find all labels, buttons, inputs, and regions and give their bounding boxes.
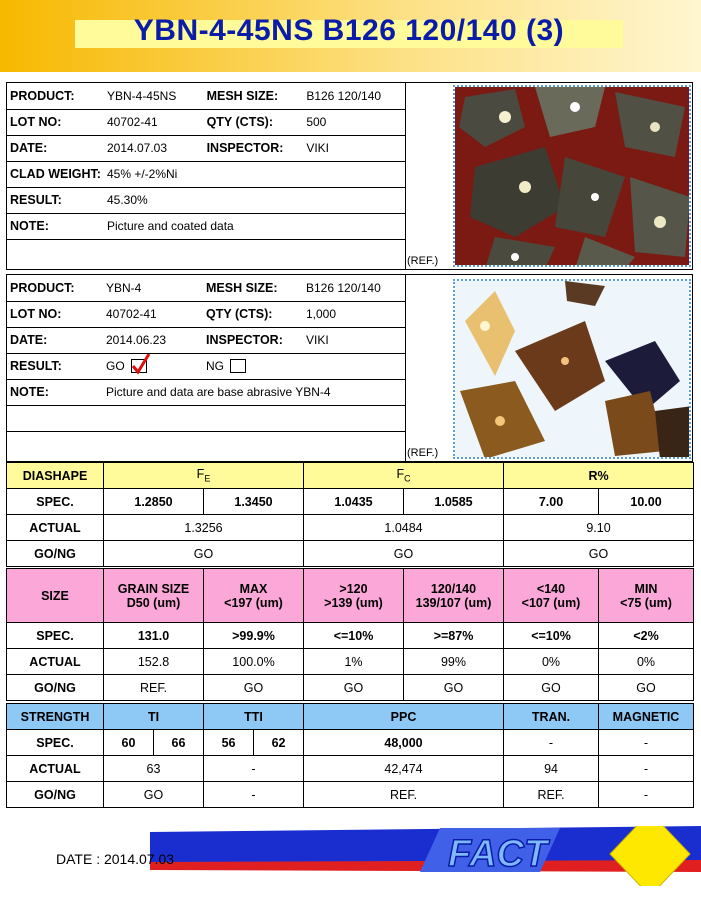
go-label: GO [106,358,125,373]
under-140-header: <140 <107 (um) [504,569,599,623]
note-label: NOTE: [7,213,104,239]
gong-label: GO/NG [7,675,104,701]
go-result [103,353,203,379]
qty-value: 500 [303,109,405,135]
footer-date: DATE : 2014.07.03 [56,851,175,867]
diashape-table [6,462,694,567]
min-header: MIN <75 (um) [599,569,694,623]
tti-gong: - [204,782,304,808]
ti-spec-min: 60 [104,730,154,756]
magnetic-spec: - [599,730,694,756]
blank-row [7,239,405,265]
fe-spec-min: 1.2850 [104,489,204,515]
tran-header: TRAN. [504,704,599,730]
mesh-value: B126 120/140 [303,275,405,301]
spec-label: SPEC. [7,489,104,515]
min-actual: 0% [599,649,694,675]
ppc-header: PPC [304,704,504,730]
ref-label: (REF.) [407,447,439,459]
under-140-gong: GO [504,675,599,701]
base-info-table [7,275,405,457]
120-140-gong: GO [404,675,504,701]
fc-header: $F_C$ [304,463,504,489]
tran-gong: REF. [504,782,599,808]
over-120-header: >120 >139 (um) [304,569,404,623]
actual-label: ACTUAL [7,515,104,541]
fc-actual: 1.0484 [304,515,504,541]
actual-label: ACTUAL [7,756,104,782]
check-mark-icon [131,353,151,375]
r-gong: GO [504,541,694,567]
over-120-spec: <=10% [304,623,404,649]
blank-row [7,431,405,457]
ti-spec-max: 66 [154,730,204,756]
min-spec: <2% [599,623,694,649]
fe-header: $F_E$ [104,463,304,489]
r-header: R% [504,463,694,489]
size-header: SIZE [7,569,104,623]
under-140-spec: <=10% [504,623,599,649]
ng-label: NG [206,358,224,373]
max-gong: GO [204,675,304,701]
mesh-label: MESH SIZE: [204,83,304,109]
diashape-header: DIASHAPE [7,463,104,489]
fe-actual: 1.3256 [104,515,304,541]
qty-value: 1,000 [303,301,405,327]
strength-table [6,703,694,808]
clad-label: CLAD WEIGHT: [7,161,104,187]
magnetic-header: MAGNETIC [599,704,694,730]
mesh-label: MESH SIZE: [203,275,303,301]
ng-checkbox[interactable] [230,359,246,373]
date-value: 2014.06.23 [103,327,203,353]
strength-header: STRENGTH [7,704,104,730]
120-140-spec: >=87% [404,623,504,649]
product-label: PRODUCT: [7,275,103,301]
note-value: Picture and coated data [104,213,405,239]
r-spec-min: 7.00 [504,489,599,515]
ppc-actual: 42,474 [304,756,504,782]
tran-spec: - [504,730,599,756]
note-label: NOTE: [7,379,103,405]
grain-size-actual: 152.8 [104,649,204,675]
ti-actual: 63 [104,756,204,782]
fc-gong: GO [304,541,504,567]
product-value: YBN-4 [103,275,203,301]
base-info-box [6,274,693,462]
lot-label: LOT NO: [7,301,103,327]
inspector-value: VIKI [303,327,405,353]
result-label: RESULT: [7,187,104,213]
grain-size-spec: 131.0 [104,623,204,649]
over-120-gong: GO [304,675,404,701]
page-title: YBN-4-45NS B126 120/140 (3) [133,14,565,47]
info-divider [405,275,406,461]
product-value: YBN-4-45NS [104,83,204,109]
fact-logo-text: FACT [448,833,548,875]
fe-spec-max: 1.3450 [204,489,304,515]
coated-info-box [6,82,693,270]
coated-info-table [7,83,405,265]
fc-spec-min: 1.0435 [304,489,404,515]
tran-actual: 94 [504,756,599,782]
spec-label: SPEC. [7,623,104,649]
date-label: DATE: [7,135,104,161]
qty-label: QTY (CTS): [204,109,304,135]
magnetic-actual: - [599,756,694,782]
max-actual: 100.0% [204,649,304,675]
result-value: 45.30% [104,187,405,213]
gong-label: GO/NG [7,782,104,808]
grain-size-header: GRAIN SIZE D50 (um) [104,569,204,623]
tti-actual: - [204,756,304,782]
lot-label: LOT NO: [7,109,104,135]
mesh-value: B126 120/140 [303,83,405,109]
grain-size-gong: REF. [104,675,204,701]
result-label: RESULT: [7,353,103,379]
go-checkbox[interactable] [131,359,147,373]
fc-spec-max: 1.0585 [404,489,504,515]
spec-label: SPEC. [7,730,104,756]
over-120-actual: 1% [304,649,404,675]
ppc-spec: 48,000 [304,730,504,756]
120-140-header: 120/140 139/107 (um) [404,569,504,623]
gong-label: GO/NG [7,541,104,567]
tti-spec-max: 62 [254,730,304,756]
inspector-value: VIKI [303,135,405,161]
size-table [6,568,694,701]
blank-row [7,405,405,431]
ppc-gong: REF. [304,782,504,808]
tti-header: TTI [204,704,304,730]
base-diamond-photo [453,279,691,459]
coated-diamond-photo [453,85,691,267]
info-divider [405,83,406,269]
lot-value: 40702-41 [104,109,204,135]
tti-spec-min: 56 [204,730,254,756]
min-gong: GO [599,675,694,701]
ti-header: TI [104,704,204,730]
r-spec-max: 10.00 [599,489,694,515]
120-140-actual: 99% [404,649,504,675]
under-140-actual: 0% [504,649,599,675]
max-header: MAX <197 (um) [204,569,304,623]
fe-gong: GO [104,541,304,567]
product-label: PRODUCT: [7,83,104,109]
actual-label: ACTUAL [7,649,104,675]
qty-label: QTY (CTS): [203,301,303,327]
clad-value: 45% +/-2%Ni [104,161,405,187]
inspector-label: INSPECTOR: [204,135,304,161]
ti-gong: GO [104,782,204,808]
ng-result [203,353,405,379]
magnetic-gong: - [599,782,694,808]
lot-value: 40702-41 [103,301,203,327]
ref-label: (REF.) [407,255,439,267]
note-value: Picture and data are base abrasive YBN-4 [103,379,405,405]
max-spec: >99.9% [204,623,304,649]
date-value: 2014.07.03 [104,135,204,161]
date-label: DATE: [7,327,103,353]
r-actual: 9.10 [504,515,694,541]
inspector-label: INSPECTOR: [203,327,303,353]
